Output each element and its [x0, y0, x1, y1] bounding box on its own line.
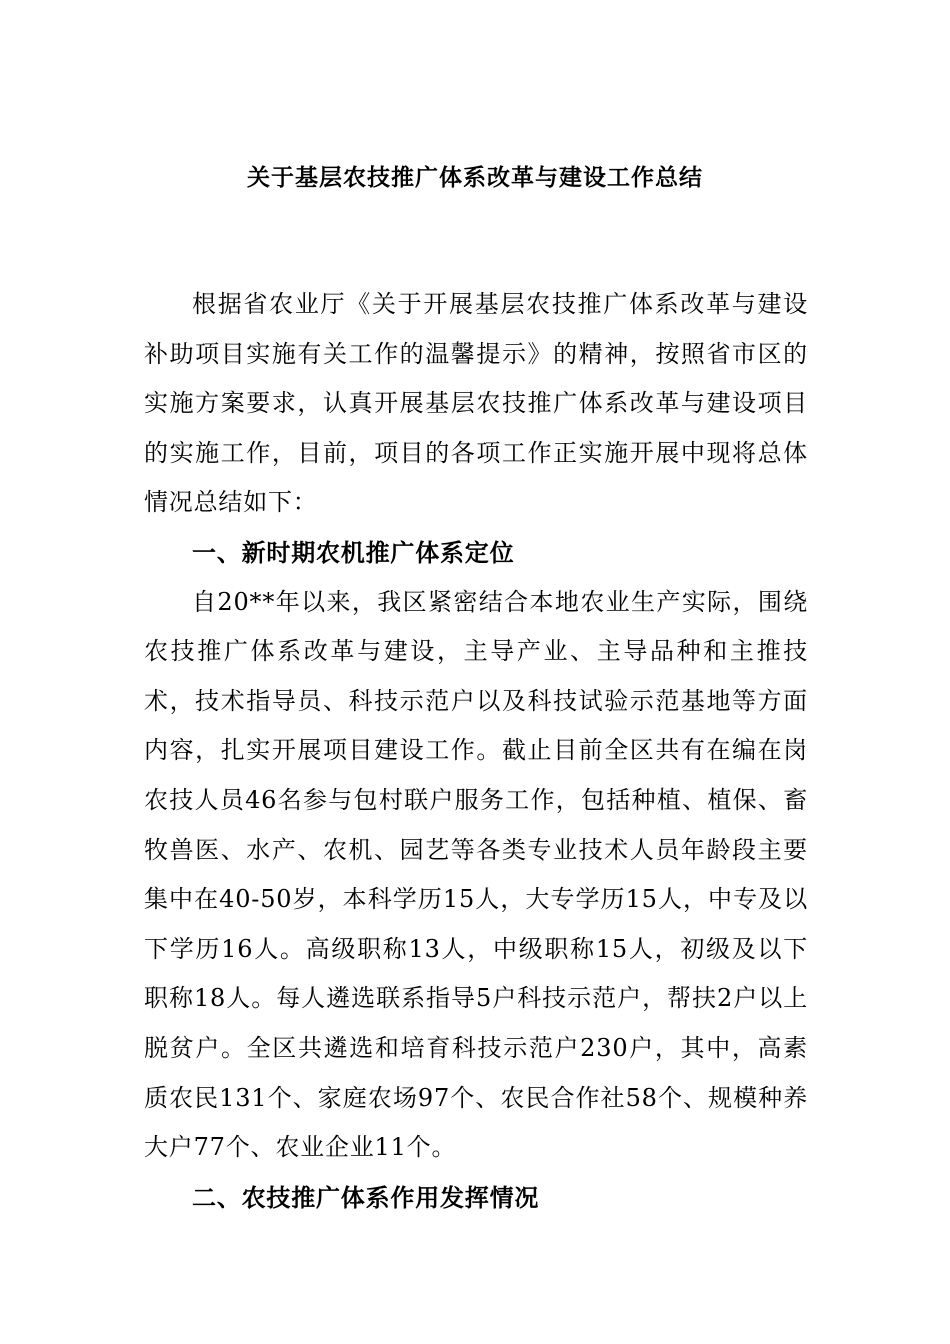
- section-2-heading: 二、农技推广体系作用发挥情况: [192, 1182, 540, 1212]
- intro-paragraph: 根据省农业厅《关于开展基层农技推广体系改革与建设补助项目实施有关工作的温馨提示》的精神，按照省市区的实施方案要求，认真开展基层农技推广体系改革与建设项目的实施工作，目前，项目的各项工作正实施开展中现将总体情况总结如下：: [144, 290, 808, 517]
- document-title: 关于基层农技推广体系改革与建设工作总结: [247, 164, 703, 191]
- section-1-paragraph: 自20**年以来，我区紧密结合本地农业生产实际，围绕农技推广体系改革与建设，主导产业、主导品种和主推技术，技术指导员、科技示范户以及科技试验示范基地等方面内容，扎实开展项目建设工作。截止目前全区共有在编在岗农技人员46名参与包村联户服务工作，包括种植、植保、畜牧兽医、水产、农机、园艺等各类专业技术人员年龄段主要集中在40-50岁，本科学历15人，大专学历15人，中专及以下学历16人。高级职称13人，中级职称15人，初级及以下职称18人。每人遴选联系指导5户科技示范户，帮扶2户以上脱贫户。全区共遴选和培育科技示范户230户，其中，高素质农民131个、家庭农场97个、农民合作社58个、规模种养大户77个、农业企业11个。: [144, 587, 808, 1162]
- document-body: [144, 280, 808, 1222]
- section-1-heading: 一、新时期农机推广体系定位: [192, 537, 515, 567]
